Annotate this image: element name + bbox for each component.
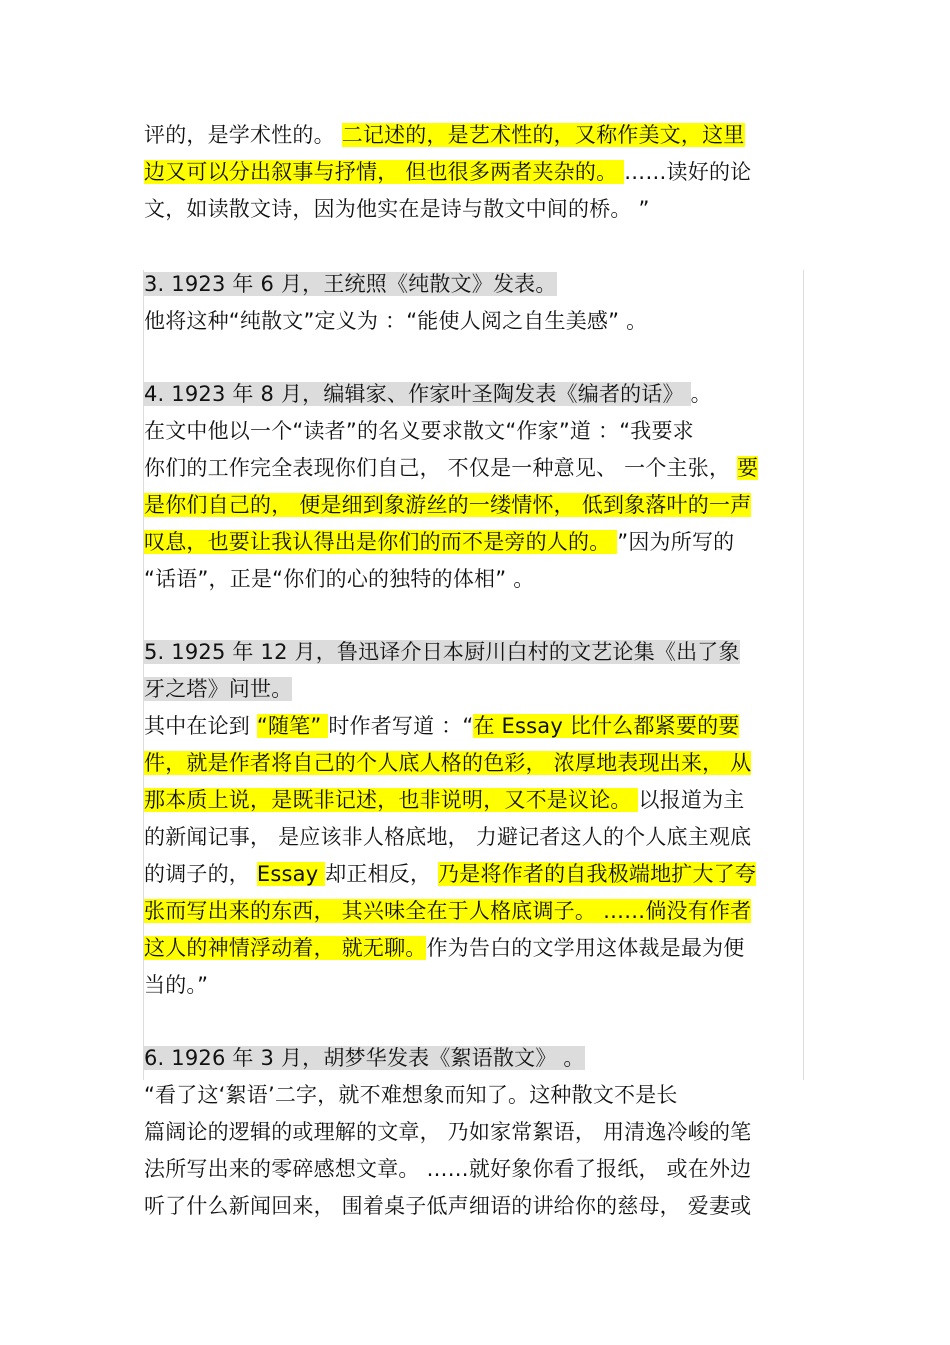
highlighted-text: 那本质上说，是既非记述，也非说明，又不是议论。 — [144, 788, 639, 812]
text-segment: 在文中他以一个“读者”的名义要求散文“作家”道 ：“我要求 — [144, 419, 694, 443]
text-line — [144, 266, 806, 303]
text-line — [144, 376, 806, 413]
highlighted-text: 这人的神情浮动着， 就无聊。 — [144, 936, 427, 960]
text-segment: “看了这‘絮语’二字，就不难想象而知了。这种散文不是长 — [144, 1083, 678, 1107]
text-line — [144, 450, 806, 487]
heading-text: 牙之塔》问世。 — [144, 677, 293, 701]
text-segment: 的新闻记事， 是应该非人格底地， 力避记者这人的个人底主观底 — [144, 825, 752, 849]
text-line — [144, 634, 806, 671]
text-segment: 他将这种“纯散文”定义为 ：“能使人阅之自生美感” 。 — [144, 309, 648, 333]
text-line — [144, 1077, 806, 1114]
text-line — [144, 154, 806, 191]
text-segment: 时作者写道 ：“ — [328, 714, 474, 738]
text-segment: 评的，是学术性的。 — [144, 123, 342, 147]
text-line — [144, 487, 806, 524]
text-segment: “话语”，正是“你们的心的独特的体相” 。 — [144, 567, 535, 591]
text-segment: 篇阔论的逻辑的或理解的文章， 乃如家常絮语， 用清逸冷峻的笔 — [144, 1120, 752, 1144]
text-line — [144, 856, 806, 893]
text-line — [144, 191, 806, 228]
text-line — [144, 745, 806, 782]
highlighted-text: 件，就是作者将自己的个人底人格的色彩， 浓厚地表现出来， 从 — [144, 751, 752, 775]
text-segment: ”因为所写的 — [617, 530, 735, 554]
highlighted-text: 叹息，也要让我认得出是你们的而不是旁的人的。 — [144, 530, 618, 554]
text-line — [144, 524, 806, 561]
text-segment: 。 — [690, 382, 712, 406]
highlighted-text: 是你们自己的， 便是细到象游丝的一缕情怀， 低到象落叶的一声 — [144, 493, 752, 517]
text-segment: 却正相反， — [325, 862, 439, 886]
text-line — [144, 1114, 806, 1151]
text-segment: 听了什么新闻回来， 围着桌子低声细语的讲给你的慈母， 爱妻或 — [144, 1194, 752, 1218]
text-line — [144, 1188, 806, 1225]
text-line — [144, 708, 806, 745]
highlighted-text: 乃是将作者的自我极端地扩大了夸 — [438, 862, 757, 886]
text-line — [144, 930, 806, 967]
highlighted-text: “随笔” — [256, 714, 329, 738]
text-line — [144, 967, 806, 1004]
highlighted-text: Essay — [256, 862, 326, 886]
text-line — [144, 671, 806, 708]
heading-text: 6. 1926 年 3 月，胡梦华发表《絮语散文》 。 — [144, 1046, 585, 1070]
text-line — [144, 819, 806, 856]
heading-text: 5. 1925 年 12 月，鲁迅译介日本厨川白村的文艺论集《出了象 — [144, 640, 740, 664]
highlighted-text: 边又可以分出叙事与抒情， 但也很多两者夹杂的。 — [144, 160, 625, 184]
highlighted-text: 二记述的，是艺术性的，又称作美文，这里 — [341, 123, 745, 147]
text-segment: ……读好的论 — [624, 160, 752, 184]
heading-text: 4. 1923 年 8 月，编辑家、作家叶圣陶发表《编者的话》 — [144, 382, 691, 406]
heading-text: 3. 1923 年 6 月，王统照《纯散文》发表。 — [144, 272, 557, 296]
text-segment: 当的。” — [144, 973, 209, 997]
text-line — [144, 893, 806, 930]
text-line — [144, 303, 806, 340]
text-line — [144, 413, 806, 450]
highlighted-text: 张而写出来的东西， 其兴味全在于人格底调子。 ……倘没有作者 — [144, 899, 752, 923]
text-segment: 的调子的， — [144, 862, 257, 886]
text-segment: 法所写出来的零碎感想文章。 ……就好象你看了报纸， 或在外边 — [144, 1157, 752, 1181]
text-line — [144, 1040, 806, 1077]
text-segment: 以报道为主 — [638, 788, 745, 812]
text-segment: 文，如读散文诗，因为他实在是诗与散文中间的桥。 ” — [144, 197, 650, 221]
text-segment: 你们的工作完全表现你们自己， 不仅是一种意见、 一个主张， — [144, 456, 738, 480]
text-line — [144, 1151, 806, 1188]
highlighted-text: 要 — [737, 456, 759, 480]
highlighted-text: 在 Essay 比什么都紧要的要 — [473, 714, 740, 738]
text-line — [144, 782, 806, 819]
text-line — [144, 561, 806, 598]
text-segment: 作为告白的文学用这体裁是最为便 — [426, 936, 745, 960]
text-segment: 其中在论到 — [144, 714, 257, 738]
text-line — [144, 117, 806, 154]
